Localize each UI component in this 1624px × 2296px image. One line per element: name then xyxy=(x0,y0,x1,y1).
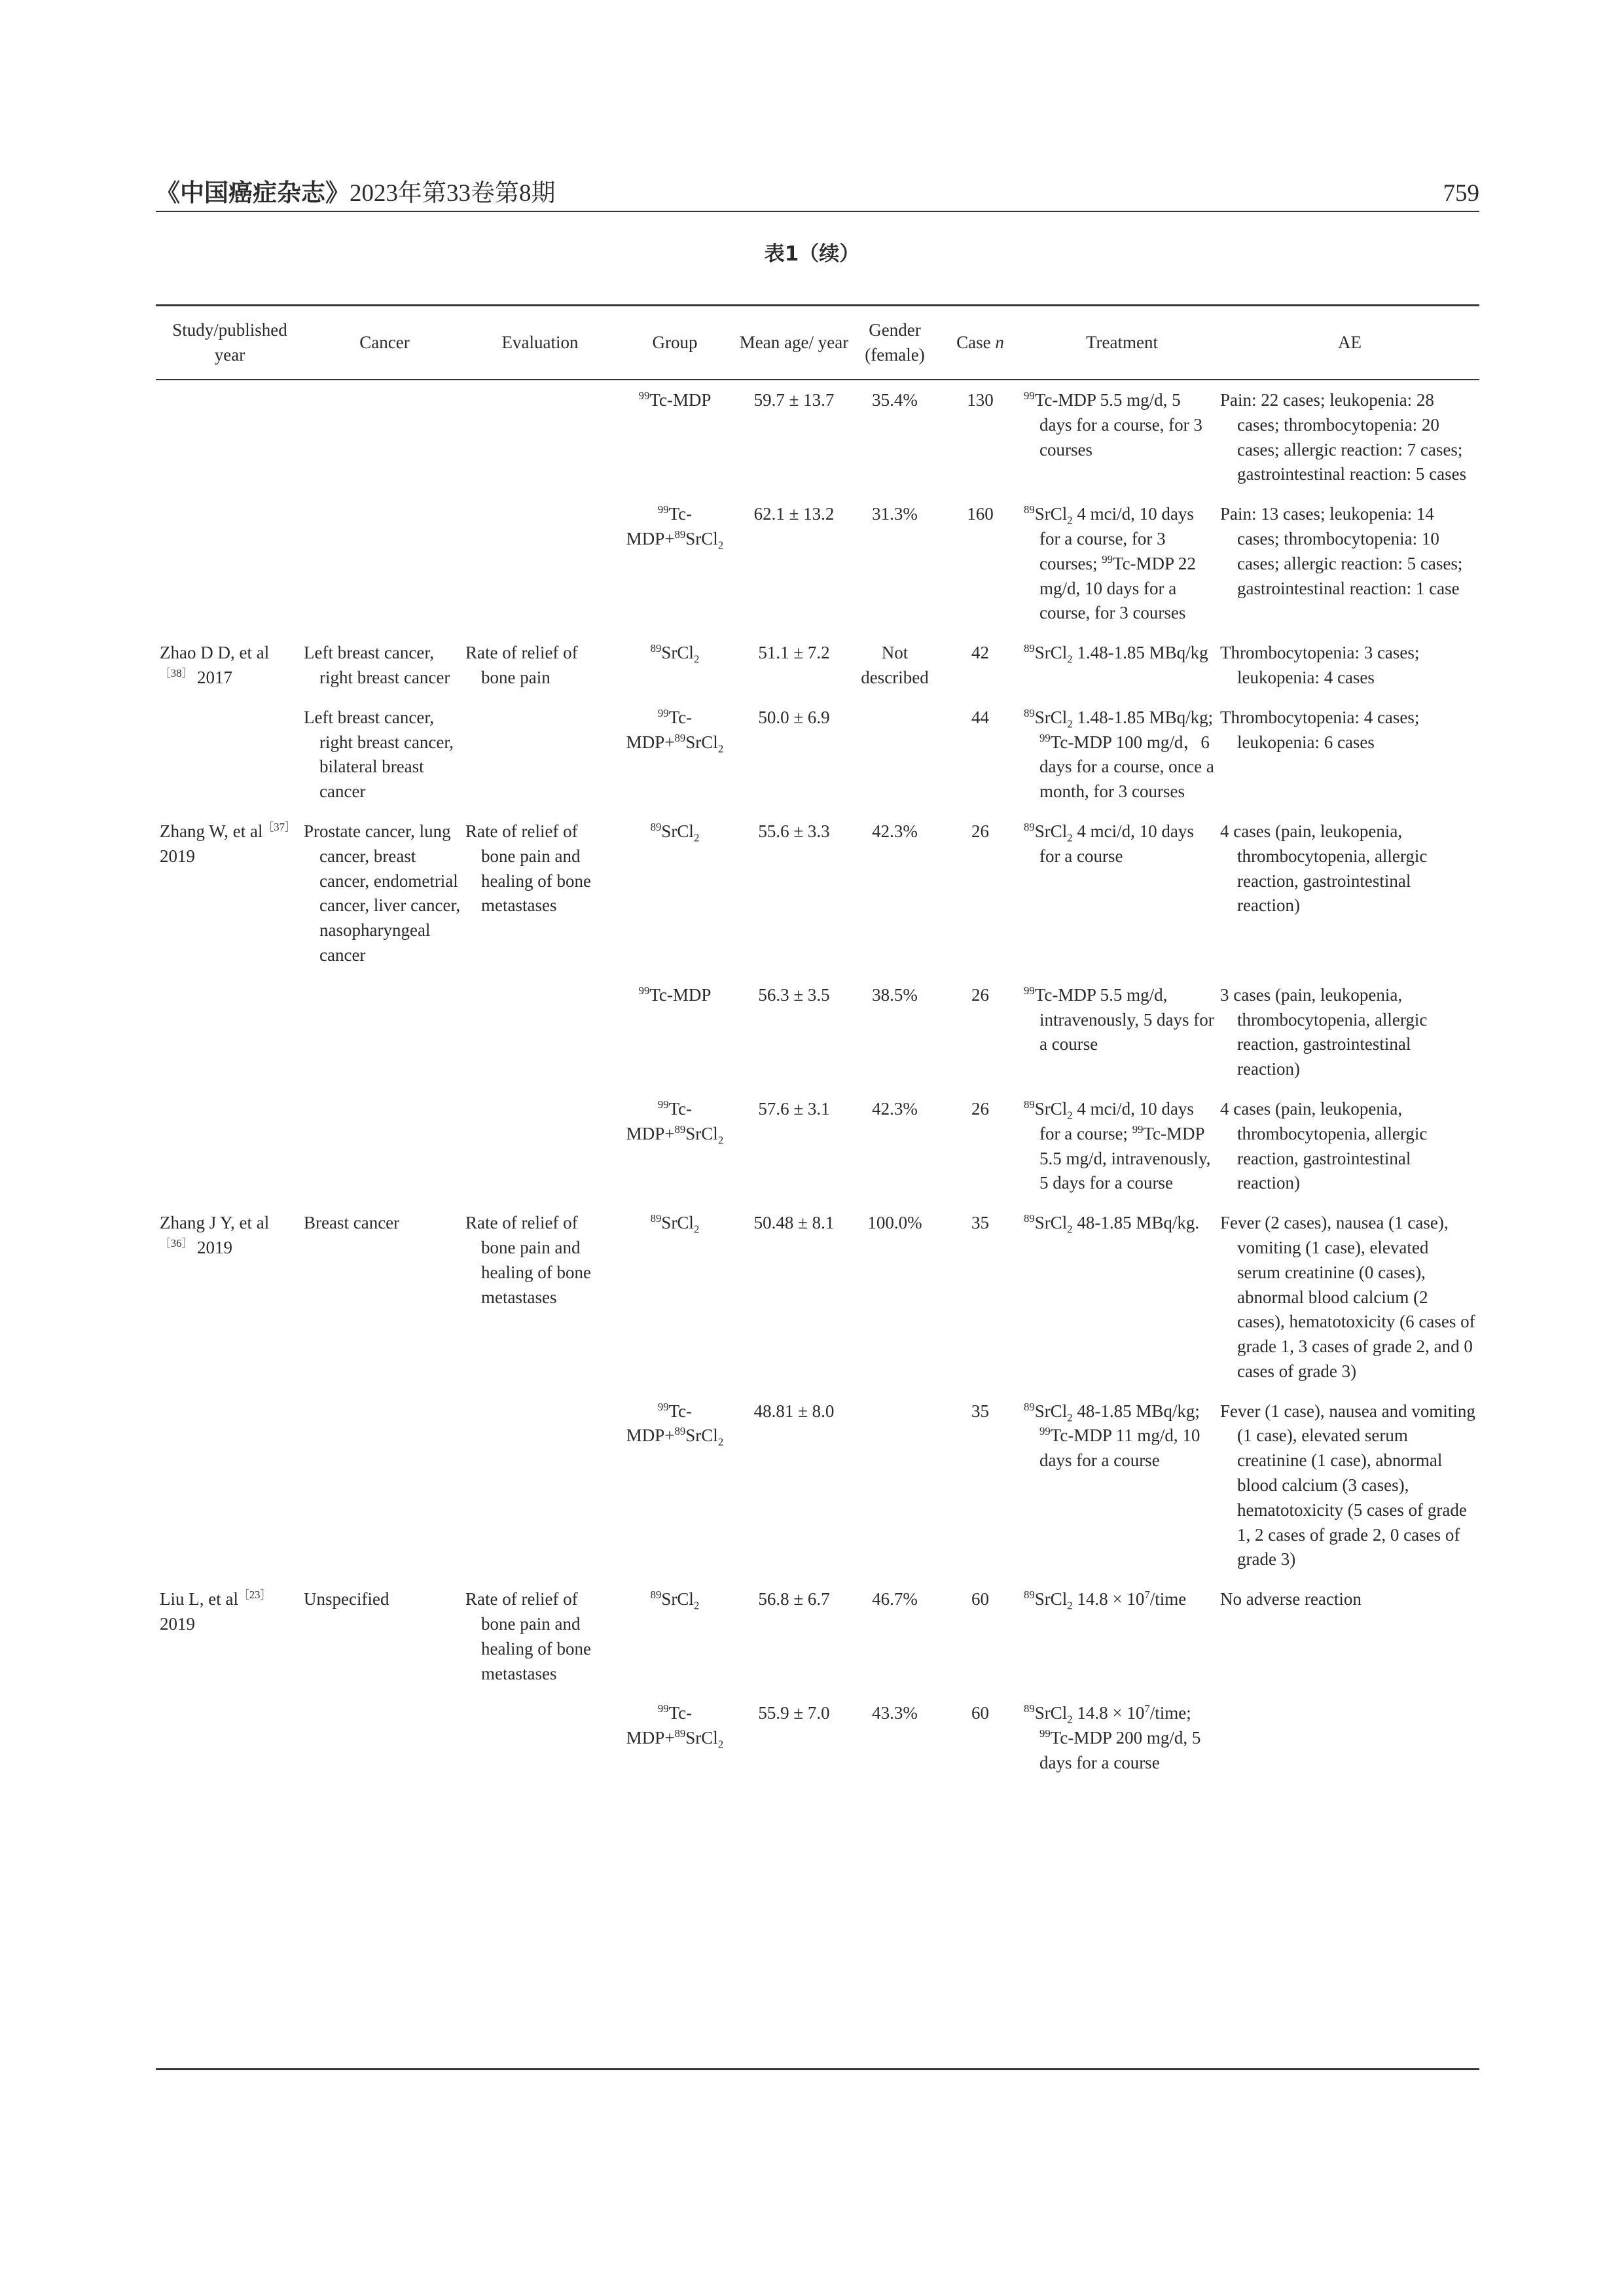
subscript: 2 xyxy=(1067,831,1073,844)
gender-cell: 100.0% xyxy=(867,1213,922,1233)
citation-ref: ［36］ xyxy=(160,1236,193,1249)
text-segment: Tc-MDP 200 mg/d, 5 days for a course xyxy=(1039,1728,1201,1773)
group-cell xyxy=(615,814,735,977)
text-segment: SrCl xyxy=(661,821,694,841)
case-count-cell: 26 xyxy=(971,984,989,1005)
study-cell xyxy=(156,814,304,977)
supscript: 99 xyxy=(638,389,650,402)
cancer-cell: Unspecified xyxy=(304,1589,389,1609)
subscript: 2 xyxy=(717,539,724,552)
table-row xyxy=(156,1393,1479,1582)
study-year: 2017 xyxy=(192,667,232,687)
treatment-cell xyxy=(1024,380,1220,496)
col-header-evaluation: Evaluation xyxy=(465,306,615,380)
subscript: 2 xyxy=(693,1599,700,1612)
cancer-cell xyxy=(304,496,465,635)
table-row xyxy=(156,635,1479,700)
supscript: 7 xyxy=(1144,1702,1150,1715)
text-segment: Tc-MDP 5.5 mg/d, intravenously, 5 days for a course xyxy=(1034,984,1214,1054)
case-count-cell: 160 xyxy=(967,504,994,524)
text-segment: Tc-MDP xyxy=(649,390,712,410)
table-row xyxy=(156,700,1479,814)
cancer-cell xyxy=(304,1091,465,1205)
group-cell xyxy=(615,977,735,1091)
table-row xyxy=(156,1205,1479,1393)
ae-cell: 3 cases (pain, leukopenia, thrombocytopenia, allergic reaction, gastrointestinal reaction) xyxy=(1220,984,1428,1079)
supscript: 89 xyxy=(1024,1212,1035,1225)
text-segment: Tc-MDP xyxy=(649,984,712,1005)
text-segment: Tc-MDP+ xyxy=(626,1098,693,1143)
col-header-ae: AE xyxy=(1220,306,1479,380)
cancer-cell xyxy=(304,380,465,496)
cancer-cell: Breast cancer xyxy=(304,1213,400,1233)
gender-cell: 31.3% xyxy=(872,504,918,524)
group-cell xyxy=(615,1581,735,1695)
text-segment: 4 mci/d, 10 days for a course; xyxy=(1039,1098,1194,1143)
text-segment: SrCl xyxy=(1034,1401,1068,1421)
col-header-group: Group xyxy=(615,306,735,380)
ae-cell: No adverse reaction xyxy=(1220,1589,1362,1609)
case-count-cell: 35 xyxy=(971,1213,989,1233)
text-segment: Tc-MDP+ xyxy=(626,707,693,752)
table-row xyxy=(156,1581,1479,1695)
citation-ref: ［37］ xyxy=(262,820,296,833)
supscript: 99 xyxy=(1024,984,1035,997)
text-segment: 4 mci/d, 10 days for a course xyxy=(1039,821,1194,866)
subscript: 2 xyxy=(693,653,700,666)
table-caption: 表1（续） xyxy=(764,242,860,266)
text-segment: /time xyxy=(1149,1589,1187,1609)
study-author: Zhang J Y, et al xyxy=(160,1213,270,1233)
text-segment: 48-1.85 MBq/kg; xyxy=(1072,1401,1200,1421)
study-year: 2019 xyxy=(192,1237,232,1257)
supscript: 89 xyxy=(650,1588,662,1602)
header-rule xyxy=(156,211,1479,212)
supscript: 99 xyxy=(657,1400,669,1413)
treatment-cell xyxy=(1024,977,1220,1091)
ae-cell: Thrombocytopenia: 4 cases; leukopenia: 6 cases xyxy=(1220,707,1420,752)
gender-cell xyxy=(853,700,937,814)
table-body xyxy=(156,380,1479,1785)
group-cell xyxy=(615,380,735,496)
col-header-case xyxy=(937,306,1024,380)
ae-cell: Pain: 13 cases; leukopenia: 14 cases; thrombocytopenia: 10 cases; allergic reaction: 5 cases; gastrointestinal reaction: 1 case xyxy=(1220,504,1463,598)
text-segment: 48-1.85 MBq/kg. xyxy=(1072,1213,1200,1233)
text-segment: 1.48-1.85 MBq/kg; xyxy=(1072,707,1214,727)
ae-cell xyxy=(1220,1695,1479,1784)
group-cell xyxy=(615,1393,735,1582)
case-count-cell: 35 xyxy=(971,1401,989,1421)
gender-cell: 42.3% xyxy=(872,821,918,841)
treatment-cell xyxy=(1024,496,1220,635)
age-cell: 59.7 ± 13.7 xyxy=(753,390,835,410)
group-cell xyxy=(615,635,735,700)
text-segment: SrCl xyxy=(1034,1589,1068,1609)
text-segment: SrCl xyxy=(1034,707,1068,727)
table-row xyxy=(156,1091,1479,1205)
study-cell xyxy=(156,1205,304,1393)
cancer-cell: Left breast cancer, right breast cancer xyxy=(304,643,450,687)
subscript: 2 xyxy=(717,1134,724,1147)
text-segment: SrCl xyxy=(1034,821,1068,841)
cancer-cell: Left breast cancer, right breast cancer, bilateral breast cancer xyxy=(304,707,454,802)
ae-cell: Fever (2 cases), nausea (1 case), vomiting (1 case), elevated serum creatinine (0 cases), abnormal blood calcium (2 cases), hematotoxicity (6 cases of grade 1, 3 cases of grade 2, and 0 cases of grade 3) xyxy=(1220,1213,1475,1381)
subscript: 2 xyxy=(1067,717,1073,730)
table-row xyxy=(156,977,1479,1091)
cancer-cell: Prostate cancer, lung cancer, breast cancer, endometrial cancer, liver cancer, nasopharyngeal cancer xyxy=(304,821,461,965)
supscript: 99 xyxy=(1039,731,1051,744)
supscript: 89 xyxy=(1024,1098,1035,1111)
supscript: 7 xyxy=(1144,1588,1150,1602)
text-segment: Tc-MDP 11 mg/d, 10 days for a course xyxy=(1039,1426,1200,1471)
supscript: 89 xyxy=(674,731,686,744)
supscript: 89 xyxy=(674,1727,686,1740)
gender-cell: 43.3% xyxy=(872,1703,918,1723)
study-year: 2019 xyxy=(160,1614,195,1634)
study-author: Zhang W, et al xyxy=(160,821,263,841)
supscript: 89 xyxy=(650,642,662,655)
treatment-cell xyxy=(1024,814,1220,977)
evaluation-cell xyxy=(465,1695,615,1784)
text-segment: SrCl xyxy=(685,1426,718,1446)
supscript: 99 xyxy=(657,706,669,719)
text-segment: Tc-MDP 100 mg/d，6 days for a course, once a month, for 3 courses xyxy=(1039,732,1214,802)
col-header-study: Study/published year xyxy=(156,306,304,380)
running-header xyxy=(156,177,1479,211)
case-count-cell: 130 xyxy=(967,390,994,410)
study-author: Zhao D D, et al xyxy=(160,643,270,663)
study-cell xyxy=(156,635,304,700)
case-count-cell: 44 xyxy=(971,707,989,727)
journal-name: 《中国癌症杂志》 xyxy=(156,180,350,207)
case-label: Case xyxy=(956,332,991,352)
age-cell: 51.1 ± 7.2 xyxy=(758,643,830,663)
case-count-cell: 26 xyxy=(971,1098,989,1119)
group-cell xyxy=(615,1695,735,1784)
subscript: 2 xyxy=(693,831,700,844)
supscript: 89 xyxy=(1024,642,1035,655)
supscript: 89 xyxy=(1024,1702,1035,1715)
study-cell xyxy=(156,380,304,496)
study-cell xyxy=(156,1581,304,1695)
subscript: 2 xyxy=(1067,1109,1073,1122)
ae-cell: Thrombocytopenia: 3 cases; leukopenia: 4 cases xyxy=(1220,643,1420,687)
text-segment: /time; xyxy=(1149,1703,1191,1723)
subscript: 2 xyxy=(717,742,724,755)
evaluation-cell xyxy=(465,977,615,1091)
supscript: 99 xyxy=(657,1702,669,1715)
study-author: Liu L, et al xyxy=(160,1589,238,1609)
gender-cell xyxy=(853,1393,937,1582)
text-segment: Tc-MDP+ xyxy=(626,1401,693,1446)
age-cell: 62.1 ± 13.2 xyxy=(753,504,835,524)
text-segment: SrCl xyxy=(685,1728,718,1748)
table-row xyxy=(156,496,1479,635)
data-table xyxy=(156,304,1479,1785)
gender-cell: 46.7% xyxy=(872,1589,918,1609)
supscript: 99 xyxy=(657,1098,669,1111)
ae-cell: Pain: 22 cases; leukopenia: 28 cases; thrombocytopenia: 20 cases; allergic reaction: 7 cases; gastrointestinal reaction: 5 cases xyxy=(1220,390,1467,484)
text-segment: SrCl xyxy=(1034,643,1068,663)
supscript: 89 xyxy=(1024,1400,1035,1413)
text-segment: SrCl xyxy=(661,1589,694,1609)
group-cell xyxy=(615,496,735,635)
age-cell: 55.6 ± 3.3 xyxy=(758,821,830,841)
supscript: 89 xyxy=(674,1425,686,1438)
age-cell: 56.3 ± 3.5 xyxy=(758,984,830,1005)
supscript: 89 xyxy=(674,528,686,541)
study-year: 2019 xyxy=(160,846,195,866)
subscript: 2 xyxy=(1067,1713,1073,1726)
text-segment: Tc-MDP+ xyxy=(626,1703,693,1748)
text-segment: SrCl xyxy=(1034,1098,1068,1119)
text-segment: SrCl xyxy=(1034,1213,1068,1233)
supscript: 89 xyxy=(674,1122,686,1136)
gender-cell: 35.4% xyxy=(872,390,918,410)
case-count-cell: 60 xyxy=(971,1589,989,1609)
evaluation-cell: Rate of relief of bone pain and healing of bone metastases xyxy=(465,1213,591,1307)
col-header-treatment: Treatment xyxy=(1024,306,1220,380)
page-number: 759 xyxy=(1443,180,1479,207)
text-segment: 14.8 × 10 xyxy=(1072,1703,1145,1723)
treatment-cell xyxy=(1024,1393,1220,1582)
text-segment: Tc-MDP 22 mg/d, 10 days for a course, for 3 courses xyxy=(1039,553,1196,623)
text-segment: SrCl xyxy=(685,528,718,548)
group-cell xyxy=(615,700,735,814)
text-segment: SrCl xyxy=(1034,1703,1068,1723)
journal-issue: 2023年第33卷第8期 xyxy=(350,180,556,207)
case-count-cell: 42 xyxy=(971,643,989,663)
supscript: 99 xyxy=(1024,389,1035,402)
bottom-rule xyxy=(156,2068,1479,2070)
study-cell xyxy=(156,1695,304,1784)
col-header-gender: Gender (female) xyxy=(853,306,937,380)
gender-cell: 38.5% xyxy=(872,984,918,1005)
supscript: 99 xyxy=(1039,1727,1051,1740)
study-cell xyxy=(156,700,304,814)
evaluation-cell xyxy=(465,1091,615,1205)
evaluation-cell xyxy=(465,496,615,635)
col-header-cancer: Cancer xyxy=(304,306,465,380)
evaluation-cell xyxy=(465,700,615,814)
supscript: 89 xyxy=(1024,706,1035,719)
subscript: 2 xyxy=(1067,1223,1073,1236)
ae-cell: Fever (1 case), nausea and vomiting (1 case), elevated serum creatinine (1 case), abnormal blood calcium (3 cases), hematotoxicity (5 cases of grade 1, 2 cases of grade 2, 0 cases of grade 3) xyxy=(1220,1401,1475,1570)
treatment-cell xyxy=(1024,1695,1220,1784)
subscript: 2 xyxy=(693,1223,700,1236)
text-segment: Tc-MDP 5.5 mg/d, intravenously, 5 days for a course xyxy=(1039,1123,1211,1193)
group-cell xyxy=(615,1091,735,1205)
age-cell: 56.8 ± 6.7 xyxy=(758,1589,830,1609)
col-header-age: Mean age/ year xyxy=(735,306,853,380)
supscript: 89 xyxy=(650,1212,662,1225)
ae-cell: 4 cases (pain, leukopenia, thrombocytopenia, allergic reaction, gastrointestinal reaction) xyxy=(1220,1098,1428,1193)
group-cell xyxy=(615,1205,735,1393)
cancer-cell xyxy=(304,1695,465,1784)
evaluation-cell: Rate of relief of bone pain and healing of bone metastases xyxy=(465,821,591,916)
table-row xyxy=(156,814,1479,977)
text-segment: Tc-MDP 5.5 mg/d, 5 days for a course, for 3 courses xyxy=(1034,390,1202,459)
evaluation-cell: Rate of relief of bone pain and healing of bone metastases xyxy=(465,1589,591,1683)
case-count-cell: 60 xyxy=(971,1703,989,1723)
text-segment: 14.8 × 10 xyxy=(1072,1589,1145,1609)
treatment-cell xyxy=(1024,635,1220,700)
citation-ref: ［23］ xyxy=(238,1588,272,1602)
evaluation-cell xyxy=(465,1393,615,1582)
study-cell xyxy=(156,496,304,635)
age-cell: 50.0 ± 6.9 xyxy=(758,707,830,727)
text-segment: 1.48-1.85 MBq/kg xyxy=(1072,643,1208,663)
evaluation-cell: Rate of relief of bone pain xyxy=(465,643,578,687)
study-cell xyxy=(156,1091,304,1205)
age-cell: 50.48 ± 8.1 xyxy=(753,1213,835,1233)
table-row xyxy=(156,380,1479,496)
gender-cell: Not described xyxy=(861,643,929,687)
cancer-cell xyxy=(304,1393,465,1582)
supscript: 99 xyxy=(638,984,650,997)
evaluation-cell xyxy=(465,380,615,496)
supscript: 99 xyxy=(1039,1425,1051,1438)
age-cell: 57.6 ± 3.1 xyxy=(758,1098,830,1119)
case-n-var: n xyxy=(995,332,1004,352)
subscript: 2 xyxy=(1067,653,1073,666)
supscript: 89 xyxy=(1024,820,1035,833)
text-segment: Tc-MDP+ xyxy=(626,504,693,548)
text-segment: SrCl xyxy=(685,732,718,752)
treatment-cell xyxy=(1024,700,1220,814)
text-segment: 4 mci/d, 10 days for a course, for 3 courses; xyxy=(1039,504,1194,573)
supscript: 99 xyxy=(1102,552,1113,565)
journal-title xyxy=(156,177,556,211)
text-segment: SrCl xyxy=(661,1213,694,1233)
case-count-cell: 26 xyxy=(971,821,989,841)
gender-cell: 42.3% xyxy=(872,1098,918,1119)
study-cell xyxy=(156,977,304,1091)
text-segment: SrCl xyxy=(1034,504,1068,524)
supscript: 99 xyxy=(1132,1122,1144,1136)
subscript: 2 xyxy=(717,1738,724,1751)
table-header-row xyxy=(156,306,1479,380)
table-row xyxy=(156,1695,1479,1784)
treatment-cell xyxy=(1024,1091,1220,1205)
text-segment: SrCl xyxy=(685,1123,718,1143)
subscript: 2 xyxy=(717,1435,724,1448)
age-cell: 48.81 ± 8.0 xyxy=(753,1401,835,1421)
subscript: 2 xyxy=(1067,514,1073,527)
supscript: 99 xyxy=(657,503,669,516)
subscript: 2 xyxy=(1067,1599,1073,1612)
subscript: 2 xyxy=(1067,1411,1073,1424)
age-cell: 55.9 ± 7.0 xyxy=(758,1703,830,1723)
supscript: 89 xyxy=(1024,1588,1035,1602)
ae-cell: 4 cases (pain, leukopenia, thrombocytopenia, allergic reaction, gastrointestinal reaction) xyxy=(1220,821,1428,916)
citation-ref: ［38］ xyxy=(160,666,193,679)
supscript: 89 xyxy=(1024,503,1035,516)
text-segment: SrCl xyxy=(661,643,694,663)
cancer-cell xyxy=(304,977,465,1091)
treatment-cell xyxy=(1024,1581,1220,1695)
treatment-cell xyxy=(1024,1205,1220,1393)
study-cell xyxy=(156,1393,304,1582)
supscript: 89 xyxy=(650,820,662,833)
